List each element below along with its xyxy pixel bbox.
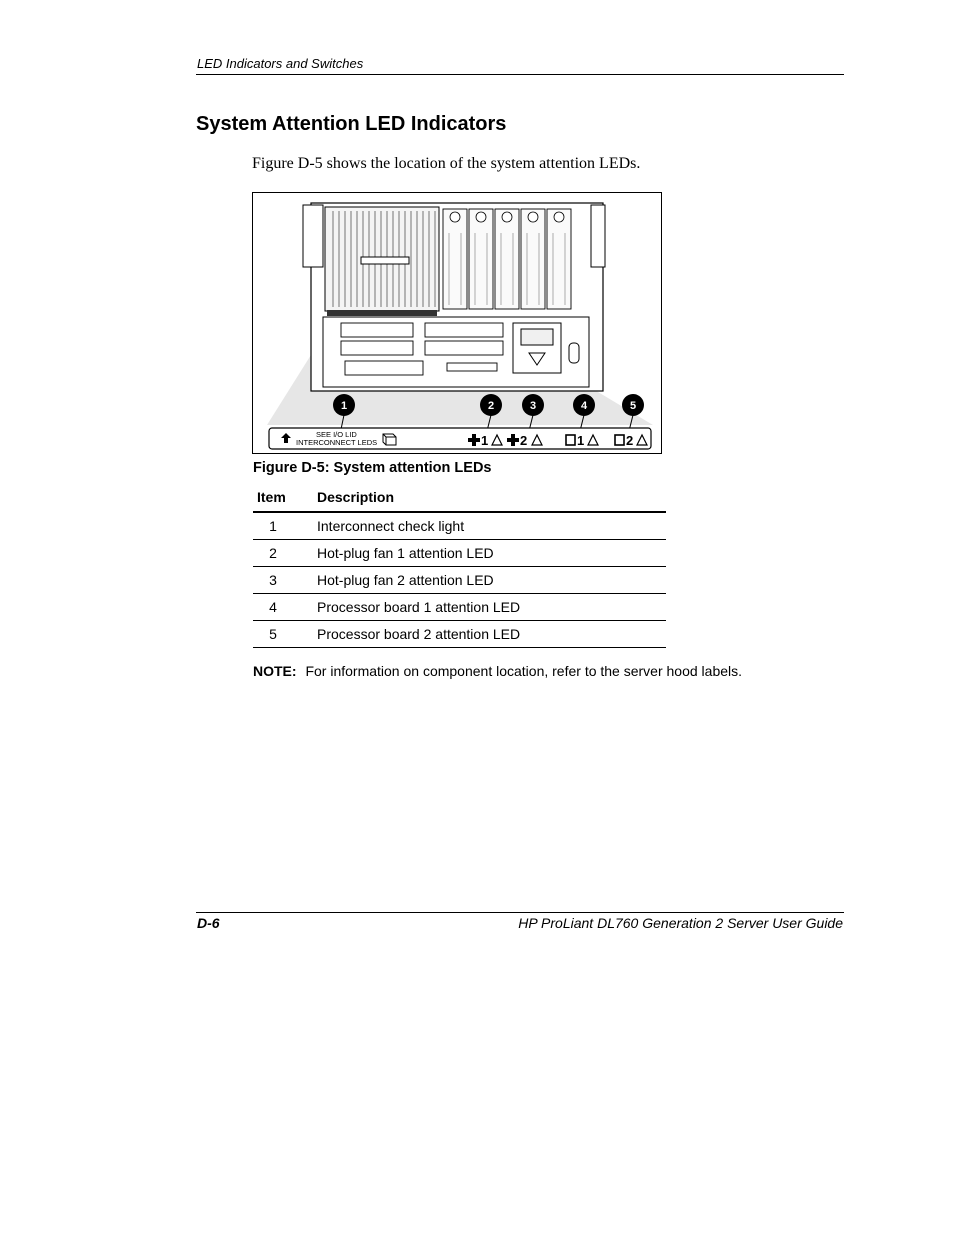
guide-title: HP ProLiant DL760 Generation 2 Server User Guide <box>518 915 843 931</box>
grille-label-plate <box>361 257 409 264</box>
figure-caption: Figure D-5: System attention LEDs <box>253 460 492 476</box>
item-description: Hot-plug fan 1 attention LED <box>317 540 666 567</box>
note-text: For information on component location, refer to the server hood labels. <box>305 663 743 679</box>
panel-label-line1: SEE I/O LID <box>316 430 357 439</box>
table-row <box>253 594 666 621</box>
callout-3 <box>522 394 544 416</box>
left-rack-ear <box>303 205 323 267</box>
interconnect-led-bar <box>327 310 437 316</box>
callout-2 <box>480 394 502 416</box>
column-header-description: Description <box>317 485 666 512</box>
svg-text:3: 3 <box>529 400 537 412</box>
callout-4 <box>573 394 595 416</box>
page-number: D-6 <box>197 915 220 931</box>
svg-text:5: 5 <box>629 400 637 412</box>
running-header: LED Indicators and Switches <box>197 56 364 71</box>
svg-text:1: 1 <box>340 400 348 412</box>
section-title: System Attention LED Indicators <box>196 113 507 135</box>
item-number: 1 <box>253 512 317 540</box>
callout-5 <box>622 394 644 416</box>
led-table <box>253 485 666 648</box>
server-illustration <box>253 193 663 455</box>
server-front-figure <box>252 192 662 454</box>
item-number: 3 <box>253 567 317 594</box>
right-rack-ear <box>591 205 605 267</box>
proc2-led-number: 2 <box>626 433 634 448</box>
column-header-item: Item <box>253 485 317 512</box>
item-description: Hot-plug fan 2 attention LED <box>317 567 666 594</box>
note-label: NOTE: <box>253 663 297 679</box>
intro-paragraph: Figure D-5 shows the location of the system attention LEDs. <box>252 155 641 172</box>
drive-bays <box>443 209 571 309</box>
footer-rule <box>196 912 844 913</box>
item-number: 5 <box>253 621 317 648</box>
item-number: 2 <box>253 540 317 567</box>
svg-text:4: 4 <box>580 400 588 412</box>
fan2-led-number: 2 <box>520 433 528 448</box>
proc1-led-number: 1 <box>577 433 585 448</box>
header-rule <box>196 74 844 75</box>
item-description: Processor board 2 attention LED <box>317 621 666 648</box>
table-row <box>253 621 666 648</box>
table-header-row <box>253 485 666 512</box>
table-row <box>253 567 666 594</box>
item-description: Processor board 1 attention LED <box>317 594 666 621</box>
table-row <box>253 512 666 540</box>
power-button <box>569 343 579 363</box>
note <box>253 663 742 679</box>
table-row <box>253 540 666 567</box>
svg-text:2: 2 <box>487 400 495 412</box>
panel-label-line2: INTERCONNECT LEDS <box>296 438 378 447</box>
item-description: Interconnect check light <box>317 512 666 540</box>
item-number: 4 <box>253 594 317 621</box>
fan1-led-number: 1 <box>481 433 489 448</box>
callout-1 <box>333 394 355 416</box>
